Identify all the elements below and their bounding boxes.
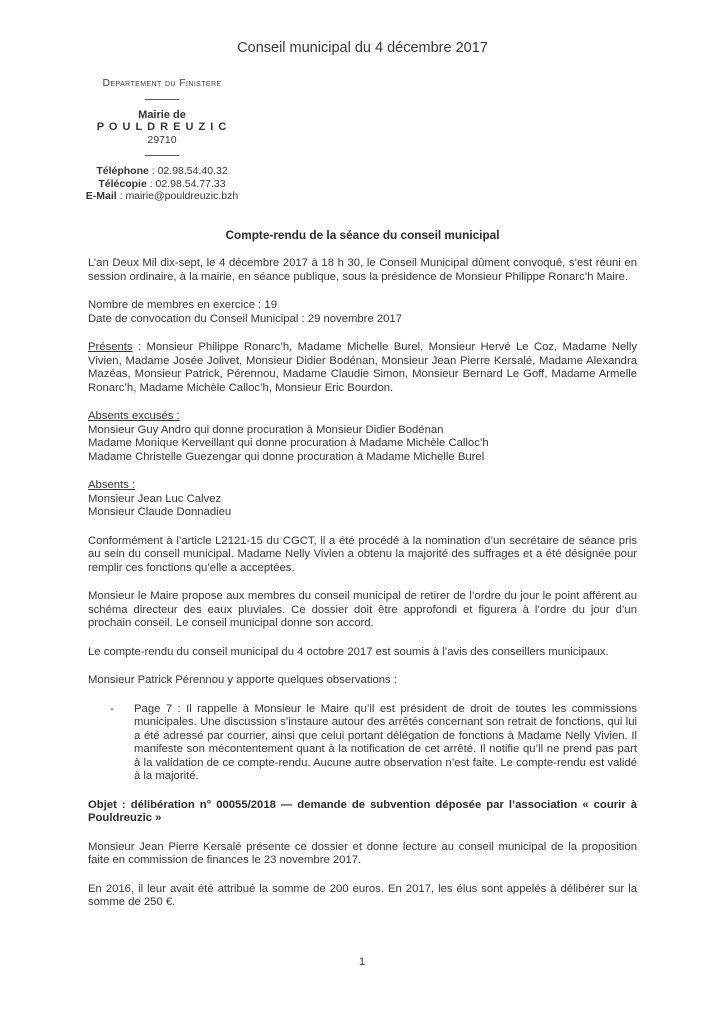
page-number: 1: [358, 956, 366, 968]
absent-line: Monsieur Claude Donnadieu: [88, 506, 232, 518]
phone-label: Téléphone: [96, 165, 149, 177]
letterhead-mairie-line: Mairie de: [138, 108, 186, 121]
email-label: E-Mail: [85, 190, 117, 202]
bullet-dash: -: [110, 702, 114, 715]
observation-list-item: [88, 703, 637, 784]
absents-label: Absents :: [88, 479, 136, 491]
paragraph-presents: [88, 341, 637, 395]
meeting-facts: [88, 299, 637, 326]
absent-line: Monsieur Jean Luc Calvez: [88, 492, 222, 505]
presents-label: Présents: [88, 341, 133, 353]
letterhead-phone-line: [56, 165, 268, 178]
deliberation-heading: Objet : délibération n° 00055/2018 — demande de subvention déposée par l’association « courir à Pouldreuzic »: [88, 798, 637, 824]
absents-section: [88, 479, 637, 520]
absents-excuses-label: Absents excusés :: [88, 410, 180, 422]
letterhead-department: Departement du Finistere: [102, 77, 222, 89]
paragraph-observations-intro: Monsieur Patrick Pérennou y apporte quelques observations :: [88, 674, 397, 686]
fax-label: Télécopie: [98, 177, 147, 190]
letterhead-email-line: [56, 190, 268, 203]
observation-text: Page 7 : Il rappelle à Monsieur le Maire qu’il est président de droit de toutes les commissions municipales. Une discussion s’instaure autour des arrêtés concernant son retrait de fonctions, qui lui a été adressé par courrier, ainsi que celui portant délégation de fonctions à Madame Nelly Vivien. Il manifeste son mécontentement quant à la notification de cet arrêté. Il notifie qu’il ne prend pas part à la validation de ce compte-rendu. Aucune autre observation n’est faite. Le compte-rendu est validé à la majorité.: [134, 702, 637, 782]
letterhead-fax-line: [56, 178, 268, 191]
phone-value: : 02.98.54.40.32: [148, 165, 228, 177]
convocation-date-line: Date de convocation du Conseil Municipal : 29 novembre 2017: [88, 312, 402, 325]
letterhead-divider-top: [145, 99, 179, 100]
absents-excuses-section: [88, 410, 637, 464]
letterhead-town-name: P O U L D R E U Z I C: [96, 121, 228, 133]
paragraph-session-intro: L’an Deux Mil dix-sept, le 4 décembre 2017 à 18 h 30, le Conseil Municipal dûment convoqué, s’est réuni en session ordinaire, à la mairie, en séance publique, sous la présidence de Monsieur Philippe Ronarc’h Maire.: [88, 257, 637, 283]
fax-value: : 02.98.54.77.33: [146, 177, 226, 190]
letterhead-postal-code: 29710: [147, 133, 177, 146]
absent-excuse-line: Madame Christelle Guezengar qui donne procuration à Madame Michelle Burel: [88, 450, 485, 463]
email-value: : mairie@pouldreuzic.bzh: [116, 190, 239, 202]
presents-names: : Monsieur Philippe Ronarc’h, Madame Michelle Burel, Monsieur Hervé Le Coz, Madame Nelly Vivien, Madame Josée Jolivet, Monsieur Didier Bodénan, Monsieur Jean Pierre Kersalé, Madame Alexandra Mazéas, Monsieur Patrick, Pérennou, Madame Claudie Simon, Monsieur Bernard Le Goff, Madame Armelle Ronarc’h, Madame Michèle Calloc’h, Monsieur Eric Bourdon.: [88, 341, 637, 394]
paragraph-kersale-presentation: Monsieur Jean Pierre Kersalé présente ce dossier et donne lecture au conseil municipal de la proposition faite en commission de finances le 23 novembre 2017.: [88, 840, 637, 866]
paragraph-retrait-ordre-du-jour: Monsieur le Maire propose aux membres du conseil municipal de retirer de l’ordre du jour le point afférent au schéma directeur des eaux pluviales. Ce dossier doit être approfondi et figurera à l’ordre du jour d’un prochain conseil. Le conseil municipal donne son accord.: [88, 590, 637, 629]
paragraph-secretaire: Conformément à l’article L2121-15 du CGCT, il a été procédé à la nomination d’un secrétaire de séance pris au sein du conseil municipal. Madame Nelly Vivien a obtenu la majorité des suffrages et a été désignée pour remplir ces fonctions qu’elle a acceptées.: [88, 534, 637, 574]
document-header-title: Conseil municipal du 4 décembre 2017: [237, 40, 488, 56]
members-count-line: Nombre de membres en exercice : 19: [88, 299, 277, 311]
absent-excuse-line: Monsieur Guy Andro qui donne procuration à Monsieur Didier Bodénan: [88, 423, 444, 436]
letterhead-divider-bottom: [145, 155, 179, 156]
paragraph-compte-rendu-avis: Le compte-rendu du conseil municipal du 4 octobre 2017 est soumis à l’avis des conseillers municipaux.: [88, 645, 609, 658]
absent-excuse-line: Madame Monique Kerveillant qui donne procuration à Madame Michèle Calloc’h: [88, 437, 489, 449]
letterhead: [56, 77, 268, 203]
paragraph-montant-subvention: En 2016, il leur avait été attribué la somme de 200 euros. En 2017, les élus sont appelés à délibérer sur la somme de 250 €.: [88, 882, 637, 908]
document-main-title: Compte-rendu de la séance du conseil municipal: [225, 227, 500, 242]
